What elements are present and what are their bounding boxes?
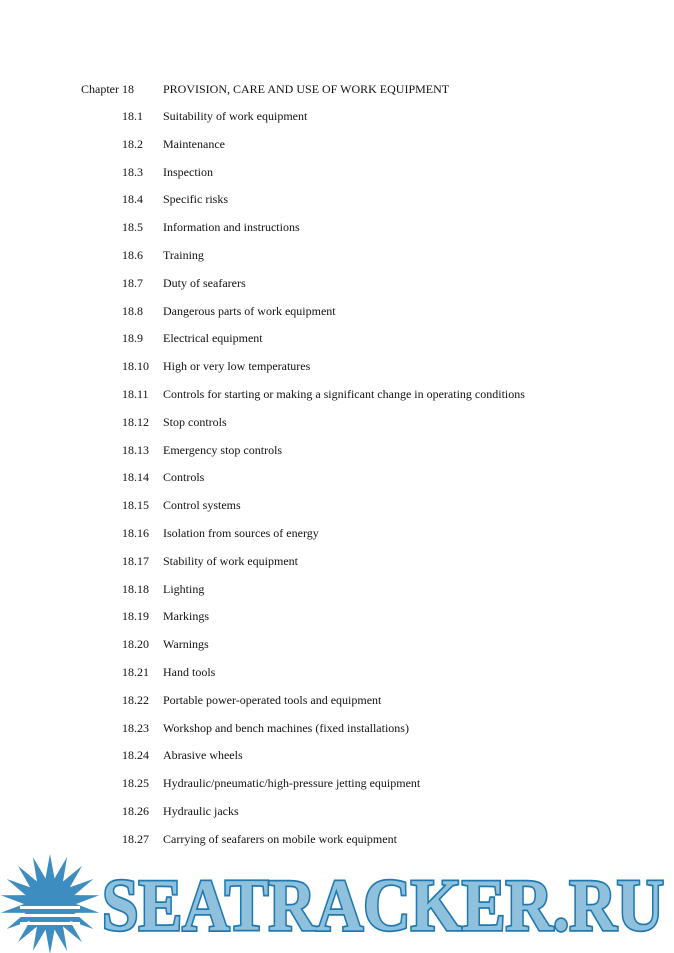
section-title: Hand tools [163, 665, 216, 679]
section-title: Markings [163, 609, 209, 624]
section-number: 18.9 [122, 331, 143, 346]
section-title: Portable power-operated tools and equipment [163, 692, 382, 707]
chapter-heading [81, 80, 449, 98]
section-title: Stability of work equipment [163, 553, 298, 568]
section-number: 18.7 [122, 275, 143, 290]
section-title: Emergency stop controls [163, 442, 283, 457]
section-number: 18.6 [122, 248, 143, 262]
section-title: Carrying of seafarers on mobile work equipment [163, 831, 397, 846]
section-number: 18.16 [122, 526, 149, 540]
section-number: 18.5 [122, 220, 143, 235]
section-title: Lighting [163, 581, 205, 596]
section-number: 18.25 [122, 776, 149, 791]
section-number: 18.13 [122, 442, 149, 457]
section-title: Warnings [163, 637, 209, 652]
section-number: 18.24 [122, 748, 149, 763]
section-title: Training [163, 248, 204, 262]
chapter-number: Chapter 18 [81, 82, 134, 96]
section-title: Inspection [163, 164, 213, 179]
section-title: Stop controls [163, 414, 227, 429]
section-title: Isolation from sources of energy [163, 526, 319, 540]
section-title: Hydraulic/pneumatic/high-pressure jetting equipment [163, 776, 421, 791]
section-number: 18.23 [122, 720, 149, 735]
seatracker-watermark [0, 852, 674, 953]
section-title: Abrasive wheels [163, 748, 243, 763]
section-number: 18.3 [122, 164, 143, 179]
section-title: Duty of seafarers [163, 275, 246, 290]
section-number: 18.15 [122, 498, 149, 513]
section-number: 18.19 [122, 609, 149, 624]
section-title: Specific risks [163, 192, 228, 207]
sun-icon [1, 854, 99, 953]
section-title: Control systems [163, 498, 241, 513]
section-number: 18.22 [122, 692, 149, 707]
watermark-text: SEATRACKER.RU [102, 865, 664, 947]
section-title: Dangerous parts of work equipment [163, 303, 336, 318]
section-title: Controls for starting or making a significant change in operating conditions [163, 387, 525, 401]
section-title: Electrical equipment [163, 331, 263, 346]
section-title: Workshop and bench machines (fixed installations) [163, 720, 409, 735]
section-number: 18.10 [122, 359, 149, 374]
section-number: 18.26 [122, 804, 149, 818]
section-title: Maintenance [163, 136, 225, 151]
section-number: 18.27 [122, 831, 149, 846]
section-title: High or very low temperatures [163, 359, 311, 374]
section-number: 18.11 [122, 387, 149, 401]
section-number: 18.8 [122, 303, 143, 318]
section-title: Suitability of work equipment [163, 109, 308, 123]
section-number: 18.12 [122, 414, 149, 429]
section-number: 18.4 [122, 192, 143, 207]
section-number: 18.20 [122, 637, 149, 652]
section-title: Controls [163, 470, 205, 485]
section-title: Information and instructions [163, 220, 300, 235]
section-number: 18.1 [122, 109, 143, 123]
section-title: Hydraulic jacks [163, 804, 239, 818]
section-number: 18.21 [122, 665, 149, 679]
section-number: 18.2 [122, 136, 143, 151]
chapter-title: PROVISION, CARE AND USE OF WORK EQUIPMENT [163, 82, 450, 96]
section-number: 18.17 [122, 553, 149, 568]
section-number: 18.14 [122, 470, 149, 485]
section-number: 18.18 [122, 581, 149, 596]
